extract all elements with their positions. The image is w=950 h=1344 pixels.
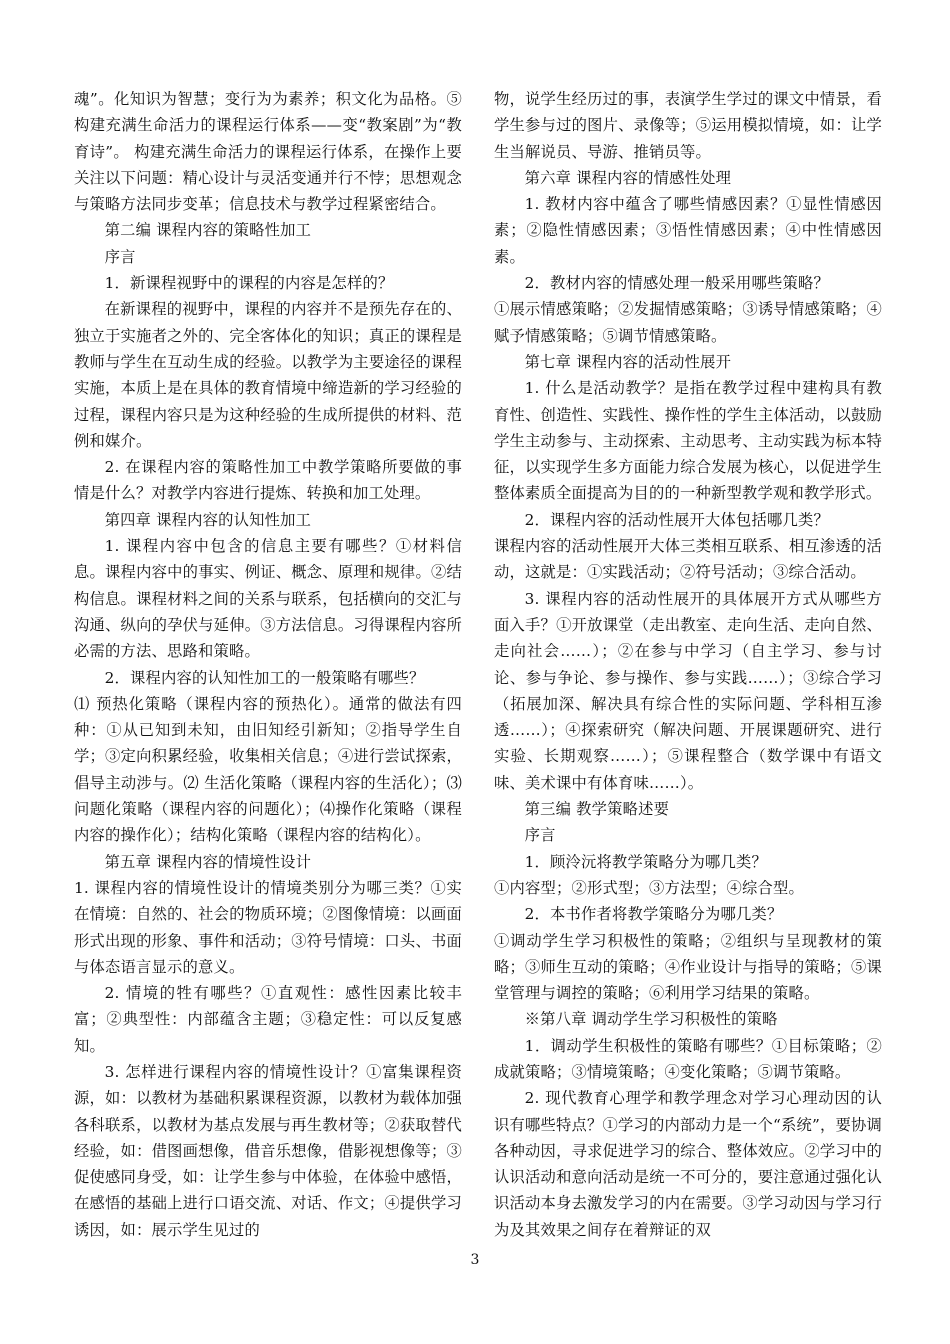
paragraph: 第三编 教学策略述要 [524,800,670,819]
paragraph: 2. 现代教育心理学和教学理念对学习心理动因的认识有哪些特点？①学习的内部动力是一个“系统”，要协调各种动因，寻求促进学习的综合、整体效应。②学习中的认识活动和意向活动是统一不可分的，要注意通过强化认识活动本身去激发学习的内在需要。③学习动因与学习行为及其效果之间存在着辩证的双 [494,1089,882,1239]
paragraph: 第六章 课程内容的情感性处理 [524,168,732,187]
paragraph: 2. 在课程内容的策略性加工中教学策略所要做的事情是什么？对教学内容进行提炼、转换和加工处理。 [74,458,462,503]
paragraph: 物，说学生经历过的事，表演学生学过的课文中情景，看学生参与过的图片、录像等；⑤运用模拟情境，如：让学生当解说员、导游、推销员等。 [494,90,882,161]
page-number: 3 [470,1252,480,1268]
paragraph: 序言 [524,826,556,845]
paragraph: ⑴ 预热化策略（课程内容的预热化）。通常的做法有四种：①从已知到未知，由旧知经引新知；②指导学生自学；③定向积累经验，收集相关信息；④进行尝试探索，倡导主动涉与。⑵ 生活化策略（课程内容的生活化）；⑶问题化策略（课程内容的问题化）；⑷操作化策略（课程内容的操作化）；结构化策略（课程内容的结构化）。 [74,694,462,845]
right-text-column [494,86,882,1243]
paragraph: 1. 教材内容中蕴含了哪些情感因素？①显性情感因素；②隐性情感因素；③悟性情感因素；④中性情感因素。 [494,195,882,266]
left-text-column [74,86,462,1243]
paragraph: 第五章 课程内容的情境性设计 [104,852,312,871]
paragraph: 1．新课程视野中的课程的内容是怎样的？ [104,274,394,293]
paragraph: 1. 课程内容的情境性设计的情境类别分为哪三类？①实在情境：自然的、社会的物质环境；②图像情境：以画面形式出现的形象、事件和活动；③符号情境：口头、书面与体态语言显示的意义。 [74,878,462,976]
paragraph: ①调动学生学习积极性的策略；②组织与呈现教材的策略；③师生互动的策略；④作业设计与指导的策略；⑤课堂管理与调控的策略；⑥利用学习结果的策略。 [494,931,882,1003]
paragraph: ①展示情感策略；②发掘情感策略；③诱导情感策略；④赋予情感策略；⑤调节情感策略。 [494,300,882,345]
paragraph: 2．课程内容的认知性加工的一般策略有哪些？ [104,668,425,687]
paragraph: 2．教材内容的情感处理一般采用哪些策略？ [524,274,829,293]
paragraph: 课程内容的活动性展开大体三类相互联系、相互渗透的活动，这就是：①实践活动；②符号活动；③综合活动。 [494,537,882,582]
paragraph: 2．课程内容的活动性展开大体包括哪几类？ [524,510,829,529]
paragraph: 第七章 课程内容的活动性展开 [524,352,732,371]
paragraph: 在新课程的视野中，课程的内容并不是预先存在的、独立于实施者之外的、完全客体化的知识；真正的课程是教师与学生在互动生成的经验。以教学为主要途径的课程实施，本质上是在具体的教育情境中缔造新的学习经验的过程，课程内容只是为这种经验的生成所提供的材料、范例和媒介。 [74,300,462,450]
paragraph: 第二编 课程内容的策略性加工 [104,221,312,240]
paragraph: 2．本书作者将教学策略分为哪几类？ [524,905,783,924]
paragraph: 1. 课程内容中包含的信息主要有哪些？①材料信息。课程内容中的事实、例证、概念、原理和规律。②结构信息。课程材料之间的关系与联系，包括横向的交汇与沟通、纵向的孕伏与延伸。③方法信息。习得课程内容所必需的方法、思路和策略。 [74,537,462,661]
paragraph: ※第八章 调动学生学习积极性的策略 [524,1010,778,1029]
paragraph: 2. 情境的牲有哪些？①直观性：感性因素比较丰富；②典型性：内部蕴含主题；③稳定性：可以反复感知。 [74,984,462,1055]
paragraph: 魂”。化知识为智慧；变行为为素养；积文化为品格。⑤构建充满生命活力的课程运行体系——变“教案剧”为“教育诗”。 构建充满生命活力的课程运行体系，在操作上要关注以下问题：精心设计与灵活变通并行不悖；思想观念与策略方法同步变革；信息技术与教学过程紧密结合。 [74,90,462,214]
paragraph: ①内容型；②形式型；③方法型；④综合型。 [494,878,804,897]
paragraph: 3. 课程内容的活动性展开的具体展开方式从哪些方面入手？①开放课堂（走出教室、走向生活、走向自然、走向社会……）；②在参与中学习（自主学习、参与讨论、参与争论、参与操作、参与实践……）；③综合学习（拓展加深、解决具有综合性的实际问题、学科相互渗透……）；④探索研究（解决问题、开展课题研究、进行实验、长期观察……）；⑤课程整合（数学课中有语文味、美术课中有体育味……）。 [494,589,882,792]
paragraph: 3. 怎样进行课程内容的情境性设计？①富集课程资源，如：以教材为基础积累课程资源，以教材为载体加强各科联系，以教材为基点发展与再生教材等；②获取替代经验，如：借图画想像，借音乐想像，借影视想像等；③促使感同身受，如：让学生参与中体验，在体验中感悟，在感悟的基础上进行口语交流、对话、作文；④提供学习诱因，如：展示学生见过的 [74,1062,462,1239]
paragraph: 1．顾泠沅将教学策略分为哪几类？ [524,852,767,871]
paragraph: 序言 [104,247,136,266]
paragraph: 1．调动学生积极性的策略有哪些？①目标策略；②成就策略；③情境策略；④变化策略；⑤调节策略。 [494,1036,882,1081]
paragraph: 1. 什么是活动教学？是指在教学过程中建构具有教育性、创造性、实践性、操作性的学生主体活动，以鼓励学生主动参与、主动探索、主动思考、主动实践为标本特征，以实现学生多方面能力综合发展为核心，以促进学生整体素质全面提高为目的的一种新型教学观和教学形式。 [494,379,882,503]
paragraph: 第四章 课程内容的认知性加工 [104,510,312,529]
